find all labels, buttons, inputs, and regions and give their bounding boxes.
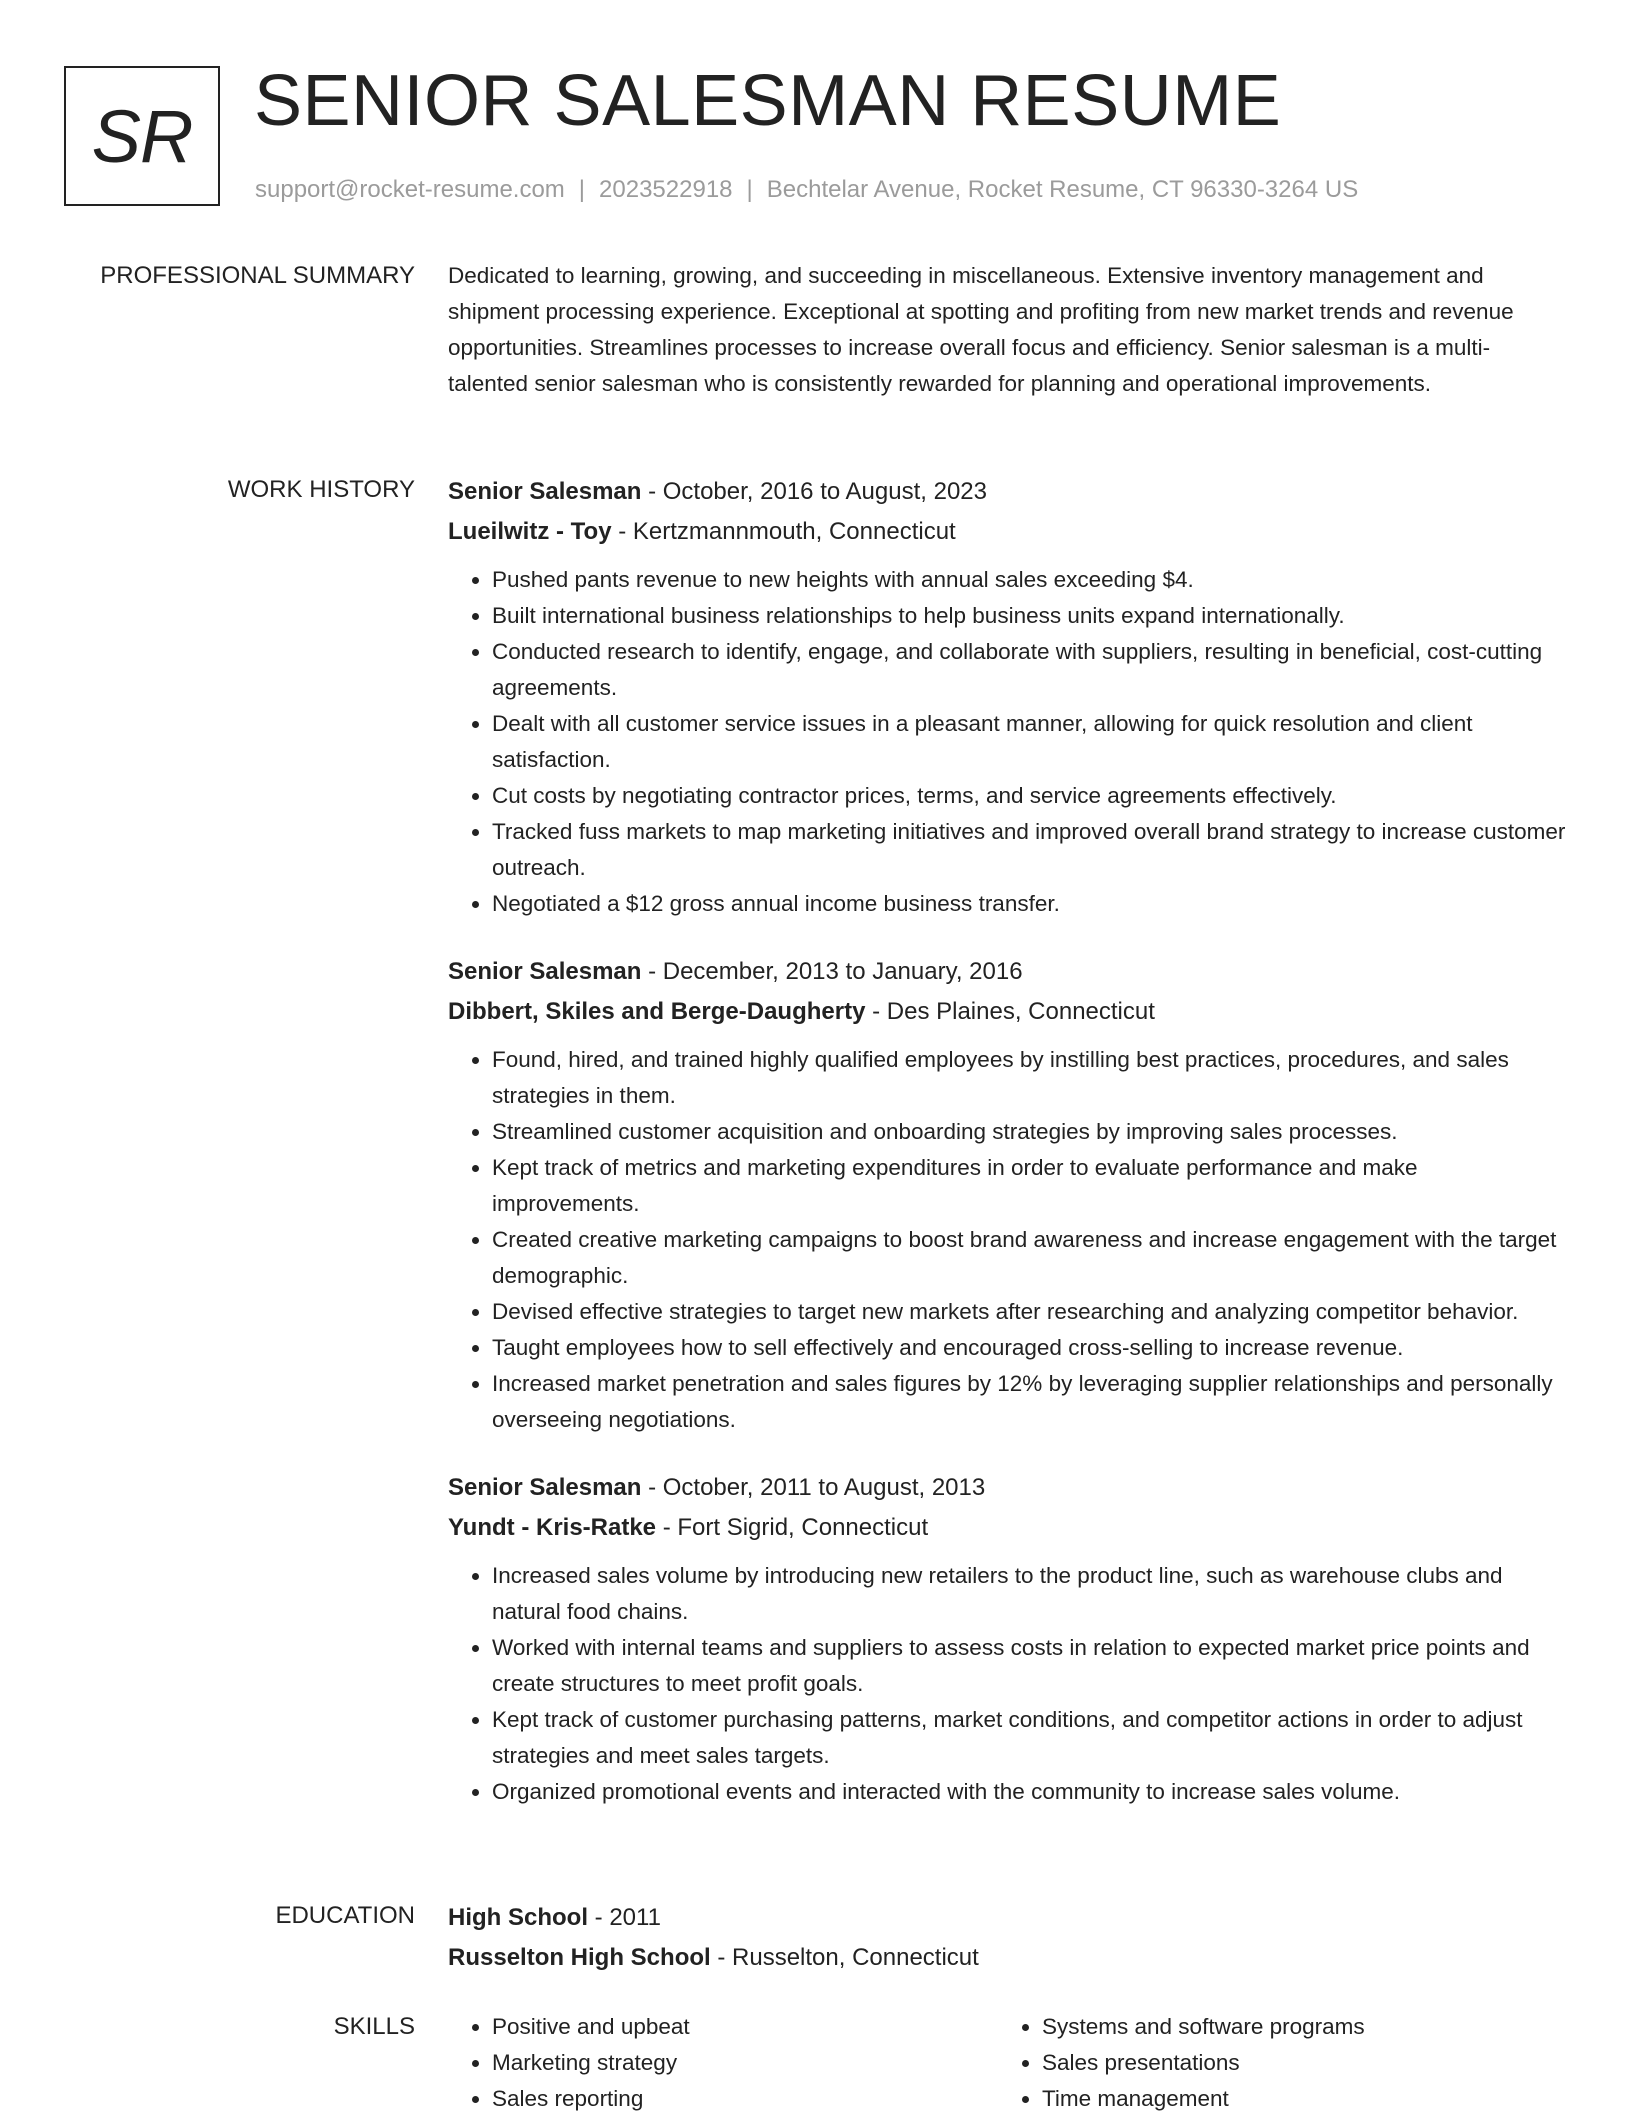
- job-bullets: [448, 562, 1566, 922]
- job-bullets: [448, 1558, 1566, 1810]
- skill-item: • Marketing strategy: [492, 2045, 998, 2081]
- monogram-logo: SR: [64, 66, 220, 206]
- job-company-line: [448, 1508, 1566, 1548]
- job-location: - Kertzmannmouth, Connecticut: [611, 518, 956, 545]
- job-company: Lueilwitz - Toy: [448, 518, 612, 545]
- job-dates: - October, 2011 to August, 2013: [641, 1474, 986, 1501]
- contact-line: [255, 174, 1358, 206]
- section-label-summary: PROFESSIONAL SUMMARY: [100, 262, 415, 289]
- education-school-line: [448, 1938, 1566, 1978]
- job-bullet: • Created creative marketing campaigns to boost brand awareness and increase engagement with the target demographic.: [492, 1222, 1566, 1294]
- education-year: - 2011: [588, 1904, 661, 1931]
- job-company: Dibbert, Skiles and Berge-Daugherty: [448, 998, 866, 1025]
- job-bullet: • Increased market penetration and sales figures by 12% by leveraging supplier relationships and personally overseeing negotiations.: [492, 1366, 1566, 1438]
- job-entry: [448, 472, 1566, 922]
- contact-email[interactable]: support@rocket-resume.com: [255, 176, 565, 203]
- job-bullet: • Tracked fuss markets to map marketing initiatives and improved overall brand strategy to increase customer outreach.: [492, 814, 1566, 886]
- section-label-work-history: WORK HISTORY: [227, 476, 415, 503]
- job-bullet: • Negotiated a $12 gross annual income business transfer.: [492, 886, 1566, 922]
- education-degree: High School: [448, 1904, 588, 1931]
- education-location: - Russelton, Connecticut: [710, 1944, 979, 1971]
- contact-separator: |: [578, 176, 586, 203]
- job-location: - Des Plaines, Connecticut: [865, 998, 1155, 1025]
- job-company-line: [448, 992, 1566, 1032]
- work-history-body: [448, 472, 1566, 1840]
- job-bullet: • Taught employees how to sell effectively and encouraged cross-selling to increase revenue.: [492, 1330, 1566, 1366]
- section-label-skills: SKILLS: [333, 2013, 415, 2040]
- skill-item: • Sales reporting: [492, 2081, 998, 2117]
- skill-item: • Sales presentations: [1042, 2045, 1518, 2081]
- job-bullet: • Worked with internal teams and suppliers to assess costs in relation to expected market price points and create structures to meet profit goals.: [492, 1630, 1566, 1702]
- section-label-education: EDUCATION: [275, 1902, 415, 1929]
- job-bullet: • Streamlined customer acquisition and onboarding strategies by improving sales processes.: [492, 1114, 1566, 1150]
- job-entry: [448, 952, 1566, 1438]
- job-dates: - October, 2016 to August, 2023: [641, 478, 987, 505]
- job-title: Senior Salesman: [448, 478, 642, 505]
- skill-item: • Time management: [1042, 2081, 1518, 2117]
- contact-separator: |: [746, 176, 753, 203]
- job-bullet: • Devised effective strategies to target new markets after researching and analyzing competitor behavior.: [492, 1294, 1566, 1330]
- skills-body: [448, 2009, 1566, 2117]
- education-school: Russelton High School: [448, 1944, 711, 1971]
- skill-item: • Systems and software programs: [1042, 2009, 1518, 2045]
- job-bullet: • Found, hired, and trained highly qualified employees by instilling best practices, procedures, and sales strategies in them.: [492, 1042, 1566, 1114]
- job-title: Senior Salesman: [448, 1474, 642, 1501]
- job-title-line: [448, 952, 1566, 992]
- education-degree-line: [448, 1898, 1566, 1938]
- job-bullet: • Organized promotional events and interacted with the community to increase sales volume.: [492, 1774, 1566, 1810]
- skills-column-left: [448, 2009, 998, 2117]
- skills-grid: [448, 2009, 1566, 2117]
- job-bullet: • Pushed pants revenue to new heights with annual sales exceeding $4.: [492, 562, 1566, 598]
- job-bullet: • Increased sales volume by introducing new retailers to the product line, such as warehouse clubs and natural food chains.: [492, 1558, 1566, 1630]
- job-title-line: [448, 1468, 1566, 1508]
- education-body: [448, 1898, 1566, 1978]
- job-company-line: [448, 512, 1566, 552]
- job-bullet: • Conducted research to identify, engage, and collaborate with suppliers, resulting in beneficial, cost-cutting agreements.: [492, 634, 1566, 706]
- job-bullet: • Kept track of customer purchasing patterns, market conditions, and competitor actions in order to adjust strategies and meet sales targets.: [492, 1702, 1566, 1774]
- job-bullets: [448, 1042, 1566, 1438]
- skill-item: • Positive and upbeat: [492, 2009, 998, 2045]
- job-dates: - December, 2013 to January, 2016: [641, 958, 1023, 985]
- job-title-line: [448, 472, 1566, 512]
- job-bullet: • Dealt with all customer service issues in a pleasant manner, allowing for quick resolution and client satisfaction.: [492, 706, 1566, 778]
- job-location: - Fort Sigrid, Connecticut: [656, 1514, 929, 1541]
- resume-header: [64, 61, 1564, 214]
- job-bullet: • Built international business relationships to help business units expand internationally.: [492, 598, 1566, 634]
- job-entry: [448, 1468, 1566, 1810]
- job-company: Yundt - Kris-Ratke: [448, 1514, 657, 1541]
- contact-phone[interactable]: 2023522918: [599, 176, 733, 203]
- skills-column-right: [998, 2009, 1518, 2117]
- job-bullet: • Cut costs by negotiating contractor prices, terms, and service agreements effectively.: [492, 778, 1566, 814]
- summary-text: Dedicated to learning, growing, and succeeding in miscellaneous. Extensive inventory management and shipment processing experience. Exceptional at spotting and profiting from new market trends and revenue opportunities. Streamlines processes to increase overall focus and efficiency. Senior salesman is a multi-talented senior salesman who is consistently rewarded for planning and operational improvements.: [448, 263, 1514, 396]
- summary-body: [448, 258, 1566, 402]
- job-bullet: • Kept track of metrics and marketing expenditures in order to evaluate performance and make improvements.: [492, 1150, 1566, 1222]
- job-title: Senior Salesman: [448, 958, 642, 985]
- resume-title: SENIOR SALESMAN RESUME: [254, 61, 1282, 141]
- contact-address: Bechtelar Avenue, Rocket Resume, CT 96330-3264 US: [766, 176, 1359, 203]
